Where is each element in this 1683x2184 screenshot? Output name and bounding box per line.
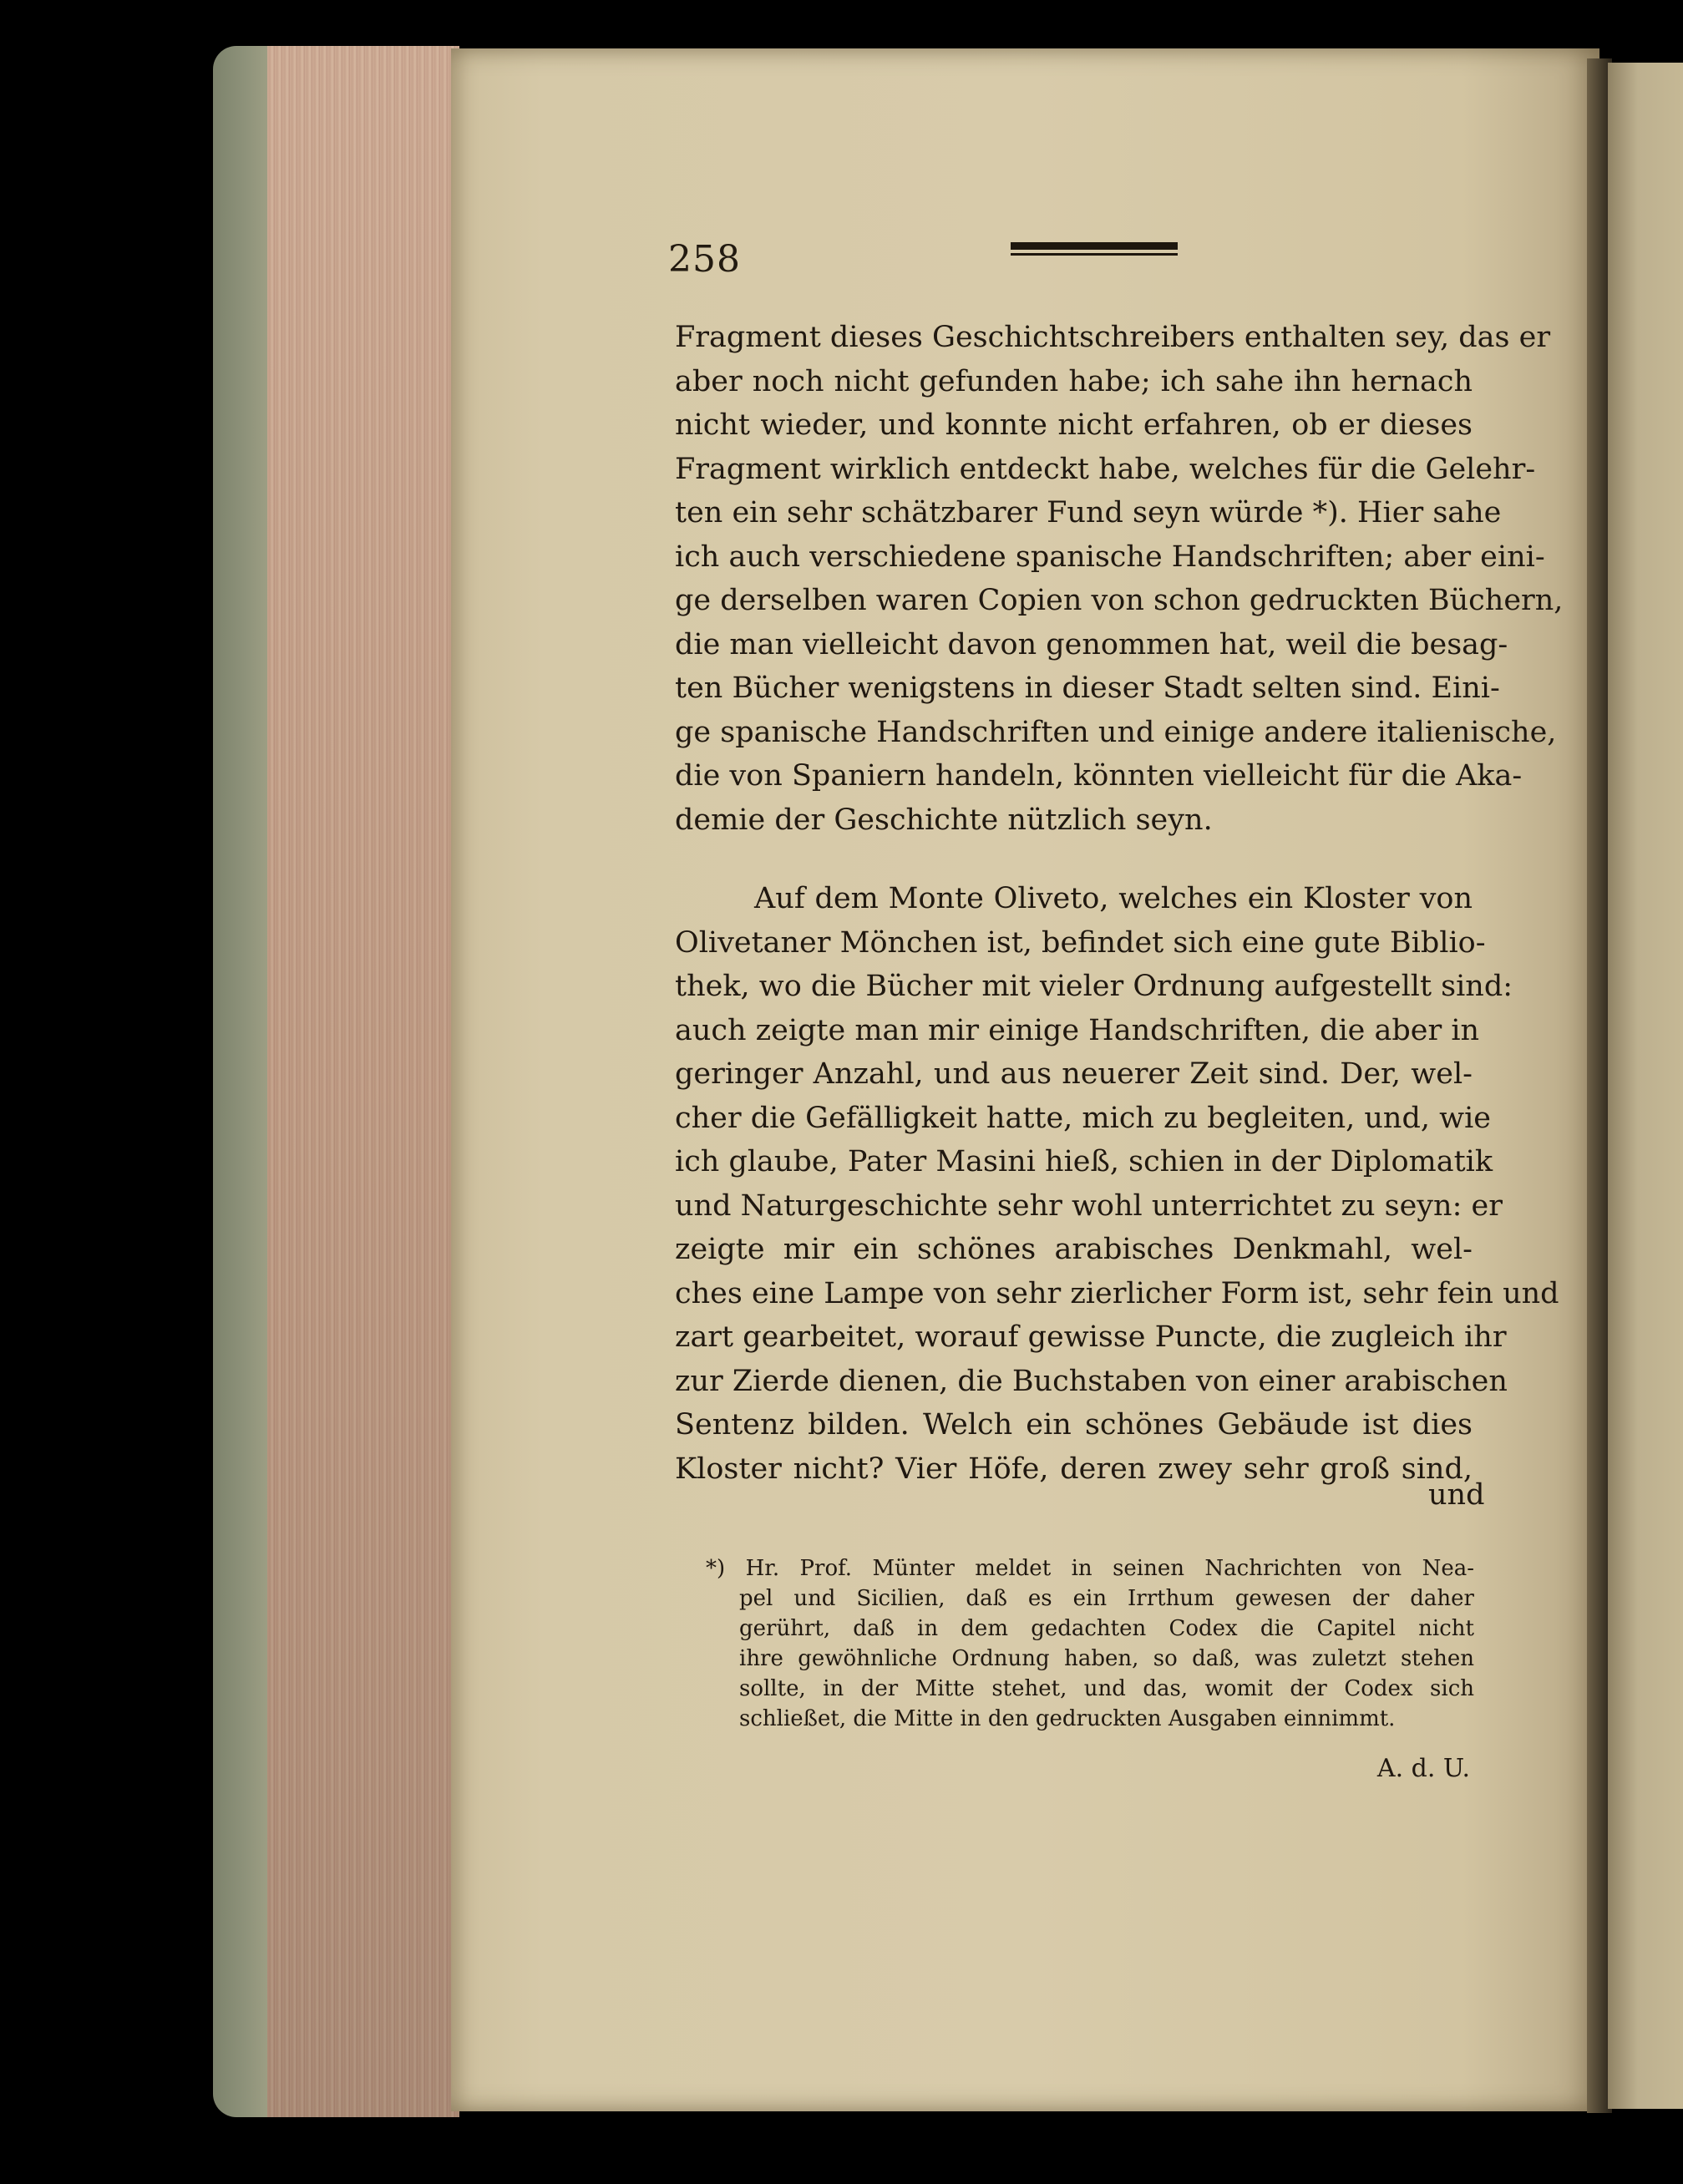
footnote bbox=[706, 1553, 1474, 1734]
translator-signature: A. d. U. bbox=[1376, 1754, 1470, 1783]
header-rule-thin bbox=[1011, 253, 1178, 256]
page-edges bbox=[267, 46, 459, 2117]
text-line: aber noch nicht gefunden habe; ich sahe ihn hernach bbox=[675, 364, 1473, 398]
text-line: ich glaube, Pater Masini hieß, schien in der Diplomatik bbox=[675, 1145, 1493, 1178]
text-line: zur Zierde dienen, die Buchstaben von einer arabischen bbox=[675, 1364, 1508, 1398]
footnote-line: schließet, die Mitte in den gedruckten Ausgaben einnimmt. bbox=[739, 1706, 1396, 1731]
text-line: geringer Anzahl, und aus neuerer Zeit sind. Der, wel- bbox=[675, 1057, 1473, 1091]
paragraph-1 bbox=[675, 316, 1564, 842]
text-line: zart gearbeitet, worauf gewisse Puncte, die zugleich ihr bbox=[675, 1320, 1507, 1354]
text-line: Kloster nicht? Vier Höfe, deren zwey sehr groß sind, bbox=[675, 1452, 1473, 1486]
text-line: Olivetaner Mönchen ist, befindet sich eine gute Biblio- bbox=[675, 925, 1486, 960]
text-line: ten ein sehr schätzbarer Fund seyn würde *). Hier sahe bbox=[675, 496, 1502, 530]
text-line: die von Spaniern handeln, könnten vielleicht für die Aka- bbox=[675, 759, 1523, 793]
text-line: thek, wo die Bücher mit vieler Ordnung aufgestellt sind: bbox=[675, 970, 1513, 1003]
footnote-line: pel und Sicilien, daß es ein Irrthum gewesen der daher bbox=[739, 1586, 1474, 1611]
text-line: die man vielleicht davon genommen hat, weil die besag- bbox=[675, 627, 1508, 661]
footnote-line: sollte, in der Mitte stehet, und das, womit der Codex sich bbox=[739, 1676, 1474, 1701]
text-line: ge spanische Handschriften und einige andere italienische, bbox=[675, 715, 1557, 749]
text-line: demie der Geschichte nützlich seyn. bbox=[675, 803, 1213, 837]
page-number: 258 bbox=[668, 238, 741, 281]
text-line: und Naturgeschichte sehr wohl unterrichtet zu seyn: er bbox=[675, 1188, 1503, 1223]
text-line: Sentenz bilden. Welch ein schönes Gebäude ist dies bbox=[675, 1408, 1473, 1442]
header-rule-thick bbox=[1011, 242, 1178, 250]
text-line: ches eine Lampe von sehr zierlicher Form ist, sehr fein und bbox=[675, 1276, 1559, 1310]
footnote-line: gerührt, daß in dem gedachten Codex die Capitel nicht bbox=[739, 1616, 1474, 1641]
catchword: und bbox=[1428, 1478, 1485, 1512]
facing-page bbox=[1608, 63, 1683, 2109]
footnote-line: *) Hr. Prof. Münter meldet in seinen Nachrichten von Nea- bbox=[706, 1556, 1474, 1581]
text-line: nicht wieder, und konnte nicht erfahren, ob er dieses bbox=[675, 408, 1473, 442]
text-line: zeigte mir ein schönes arabisches Denkmahl, wel- bbox=[675, 1233, 1473, 1266]
text-line: ich auch verschiedene spanische Handschriften; aber eini- bbox=[675, 540, 1545, 574]
header-rule bbox=[1011, 242, 1178, 257]
text-line: Fragment wirklich entdeckt habe, welches für die Gelehr- bbox=[675, 452, 1536, 486]
text-line: ten Bücher wenigstens in dieser Stadt selten sind. Eini- bbox=[675, 671, 1500, 705]
text-line: ge derselben waren Copien von schon gedruckten Büchern, bbox=[675, 584, 1564, 617]
text-line: cher die Gefälligkeit hatte, mich zu begleiten, und, wie bbox=[675, 1101, 1491, 1135]
text-line: auch zeigte man mir einige Handschriften, die aber in bbox=[675, 1013, 1480, 1047]
footnote-line: ihre gewöhnliche Ordnung haben, so daß, was zuletzt stehen bbox=[739, 1646, 1474, 1671]
text-line: Fragment dieses Geschichtschreibers enthalten sey, das er bbox=[675, 321, 1551, 354]
paragraph-2 bbox=[675, 877, 1559, 1491]
text-line: Auf dem Monte Oliveto, welches ein Kloster von bbox=[754, 882, 1473, 915]
